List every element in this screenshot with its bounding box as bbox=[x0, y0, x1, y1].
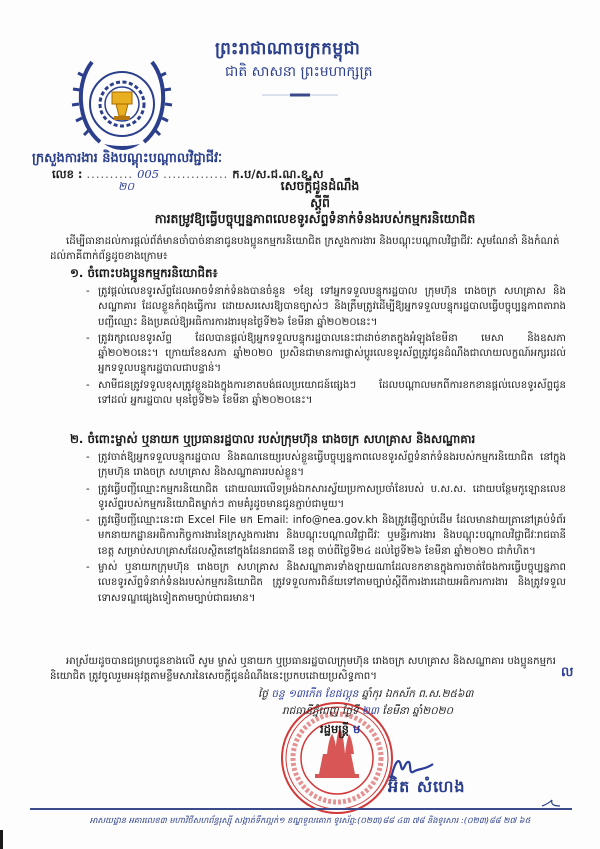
document-subject: ការតម្រូវឱ្យធ្វើបច្ចុប្បន្នភាពលេខទូរស័ព្ទទំនាក់ទំនងរបស់កម្មករនិយោជិត bbox=[154, 211, 476, 226]
scan-edge-mark bbox=[0, 830, 3, 849]
section-heading-employers: ២. ចំពោះម្ចាស់ ឬនាយក ឬប្រធានរដ្ឋបាល របស់ក្រុមហ៊ុន រោងចក្រ សហគ្រាស និងសណ្ឋាគារ bbox=[70, 432, 476, 446]
document-about: ស្តីពី bbox=[310, 195, 330, 210]
reference-number: លេខ : .......... 005 .............. ក.ប/ស.ជ.ណ.ខ.ស bbox=[52, 167, 324, 181]
closing-paragraph: អាស្រ័យដូចបានជម្រាបជូនខាងលើ សូម ម្ចាស់ ឬនាយក ឬប្រធានរដ្ឋបាលក្រុមហ៊ុន រោងចក្រ សហគ្រាស និងសណ្ឋាគារ បងប្អូនកម្មករនិយោជិត ត្រូវចូលរួមអនុវត្តតាមខ្លឹមសារនៃសេចក្តីជូនដំណឹងនេះប្រកបដោយប្រសិទ្ធភាព។ bbox=[50, 656, 556, 683]
document-type: សេចក្តីជូនដំណឹង bbox=[280, 178, 360, 193]
list-item: - ត្រូវធ្វើបញ្ជីឈ្មោះកម្មករនិយោជិត ដោយឈរលើទម្រង់ឯកសារស្វ័យប្រកាសប្រចាំខែរបស់ ប.ស.ស. ដោយបន្ថែមកូឡោនលេខទូរស័ព្ទរបស់កម្មករនិយោជិតម្នាក់ៗ តាមគំរូដូចមានជូនភ្ជាប់ជាមួយ។ bbox=[86, 482, 566, 513]
section-heading-employees: ១. ចំពោះបងប្អូនកម្មករនិយោជិត៖ bbox=[70, 266, 218, 280]
kingdom-title: ព្រះរាជាណាចក្រកម្ពុជា bbox=[215, 39, 361, 59]
reference-code: ក.ប/ស.ជ.ណ.ខ.ស bbox=[232, 167, 324, 181]
list-item: - ត្រូវផ្តល់លេខទូរស័ព្ទដែលអាចទំនាក់ទំនងបានចំនួន ១ខ្សែ ទៅអ្នកទទួលបន្ទុករដ្ឋបាល ក្រុមហ៊ុន រោងចក្រ សហគ្រាស និងសណ្ឋាគារ ដែលខ្លួនកំពុងធ្វើការ ដោយសរសេរឱ្យបានច្បាស់ៗ និងត្រឹមត្រូវដើម្បីឱ្យអ្នកទទួលបន្ទុករដ្ឋបាលធ្វើបច្ចុប្បន្នភាពតារាងបញ្ជីឈ្មោះ និងប្រគល់ឱ្យអធិការការងារមុនថ្ងៃទី២៦ ខែមីនា ឆ្នាំ២០២០នេះ។ bbox=[86, 284, 566, 330]
lunar-date: ថ្ងៃ ចន្ទ ១៣កើត ខែផល្គុន ឆ្នាំកុរ ឯកស័ក ព.ស.២៥៦៣ bbox=[258, 688, 474, 700]
issuing-ministry: ក្រសួងការងារ និងបណ្តុះបណ្តាលវិជ្ជាជីវៈ bbox=[32, 151, 223, 166]
gregorian-date: រាជធានីភ្នំពេញ ថ្ងៃទី ២៣ ខែមីនា ឆ្នាំ២០២០ bbox=[282, 705, 454, 717]
reference-year: ២០ bbox=[118, 180, 135, 193]
list-item: - ត្រូវរក្សាលេខទូរស័ព្ទ ដែលបានផ្តល់ឱ្យអ្នកទទួលបន្ទុករដ្ឋបាលនេះជាដាច់ខាតក្នុងអំឡុងខែមីនា មេសា និងឧសភា ឆ្នាំ២០២០នេះ។ ក្រោយខែឧសភា ឆ្នាំ២០២០ ប្រសិនជាមានការផ្លាស់ប្តូរលេខទូរស័ព្ទត្រូវជូនដំណឹងជាលាយលក្ខណ៍អក្សរដល់អ្នកទទួលបន្ទុករដ្ឋបាលជាបន្ទាន់។ bbox=[86, 331, 566, 377]
list-item: - ត្រូវចាត់ឱ្យអ្នកទទួលបន្ទុករដ្ឋបាល និងគណនេយ្យរបស់ខ្លួនធ្វើបច្ចុប្បន្នភាពលេខទូរស័ព្ទទំនាក់ទំនងរបស់កម្មករនិយោជិត នៅក្នុងក្រុមហ៊ុន រោងចក្រ សហគ្រាស និងសណ្ឋាគាររបស់ខ្លួន។ bbox=[86, 450, 566, 481]
section-employees-list bbox=[86, 284, 566, 409]
handwritten-initial: ល bbox=[561, 665, 574, 680]
list-item: - សាមីជនត្រូវទទួលខុសត្រូវខ្លួនឯងក្នុងការខាតបង់ផលប្រយោជន៍ផ្សេងៗ ដែលបណ្តាលមកពីការខកខានផ្តល់លេខទូរស័ព្ទជូនទៅដល់ អ្នករដ្ឋបាល មុនថ្ងៃទី២៦ ខែមីនា ឆ្នាំ២០២០នេះ។ bbox=[86, 378, 566, 409]
signatory-initial: ម bbox=[353, 722, 361, 736]
list-item: - ត្រូវផ្ញើបញ្ជីឈ្មោះនេះជា Excel File មក Email: info@nea.gov.kh និងត្រូវផ្ញើច្បាប់ដើម ដែលមានវាយត្រានៅគ្រប់ទំព័រ មកនាយកដ្ឋានអធិការកិច្ចការងារនៃក្រសួងការងារ និងបណ្តុះបណ្តាលវិជ្ជាជីវៈ ឬមន្ទីរការងារ និងបណ្តុះបណ្តាលវិជ្ជាជីវៈរាជធានី ខេត្ត សម្រាប់សហគ្រាសដែលស្ថិតនៅក្នុងដែនរាជធានី ខេត្ត ចាប់ពីថ្ងៃទី២៤ ដល់ថ្ងៃទី២៦ ខែមីនា ឆ្នាំ២០២០ ជាកំហិត។ bbox=[86, 513, 566, 559]
intro-paragraph: ដើម្បីធានាដល់ការផ្តល់ព័ត៌មានចាំបាច់នានាជូនបងប្អូនកម្មករនិយោជិត ក្រសួងការងារ និងបណ្តុះបណ្តាលវិជ្ជាជីវៈ សូមណែនាំ និងកំណត់ដល់ភាគីពាក់ព័ន្ធដូចខាងក្រោម៖ bbox=[50, 236, 560, 263]
footer-divider bbox=[30, 808, 572, 810]
signatory-name: អ៊ិត សំហេង bbox=[388, 777, 466, 796]
lunar-date-handwritten: ចន្ទ ១៣កើត ខែផល្គុន bbox=[271, 688, 359, 700]
reference-label: លេខ : bbox=[52, 167, 83, 181]
section-employers-list bbox=[86, 450, 566, 607]
ministry-logo-icon bbox=[70, 52, 174, 156]
footer-address: អាសយដ្ឋាន អគារលេខ៣ មហាវិថីសហព័ន្ធរុស្ស៊ី សង្កាត់ទឹកល្អក់១ ខណ្ឌទួលគោក ទូរស័ព្ទ:(០២៣)៨៨ ៤៣ ៧៨ និងទូរសារ :(០២៣)៨៨ ២៧ ៦៥ bbox=[89, 815, 531, 825]
signatory-title: រដ្ឋមន្ត្រី ម bbox=[320, 722, 361, 736]
footer-ornament-icon bbox=[540, 798, 562, 808]
list-item: - ម្ចាស់ ឬនាយកក្រុមហ៊ុន រោងចក្រ សហគ្រាស និងសណ្ឋាគារទាំងឡាយណាដែលខកខានក្នុងការចាត់ចែងការធ្វើបច្ចុប្បន្នភាពលេខទូរស័ព្ទទំនាក់ទំនងរបស់កម្មករនិយោជិត ត្រូវទទួលការពិន័យទៅតាមច្បាប់ស្តីពីការងារដោយអធិការការងារ និងត្រូវទទួលទោសទណ្ឌផ្សេងទៀតតាមច្បាប់ជាធរមាន។ bbox=[86, 560, 566, 606]
reference-handwritten-number: 005 bbox=[137, 167, 160, 181]
divider-ornament-icon bbox=[262, 93, 338, 97]
date-day-handwritten: ២៣ bbox=[362, 705, 379, 717]
national-motto: ជាតិ សាសនា ព្រះមហាក្សត្រ bbox=[225, 64, 373, 80]
